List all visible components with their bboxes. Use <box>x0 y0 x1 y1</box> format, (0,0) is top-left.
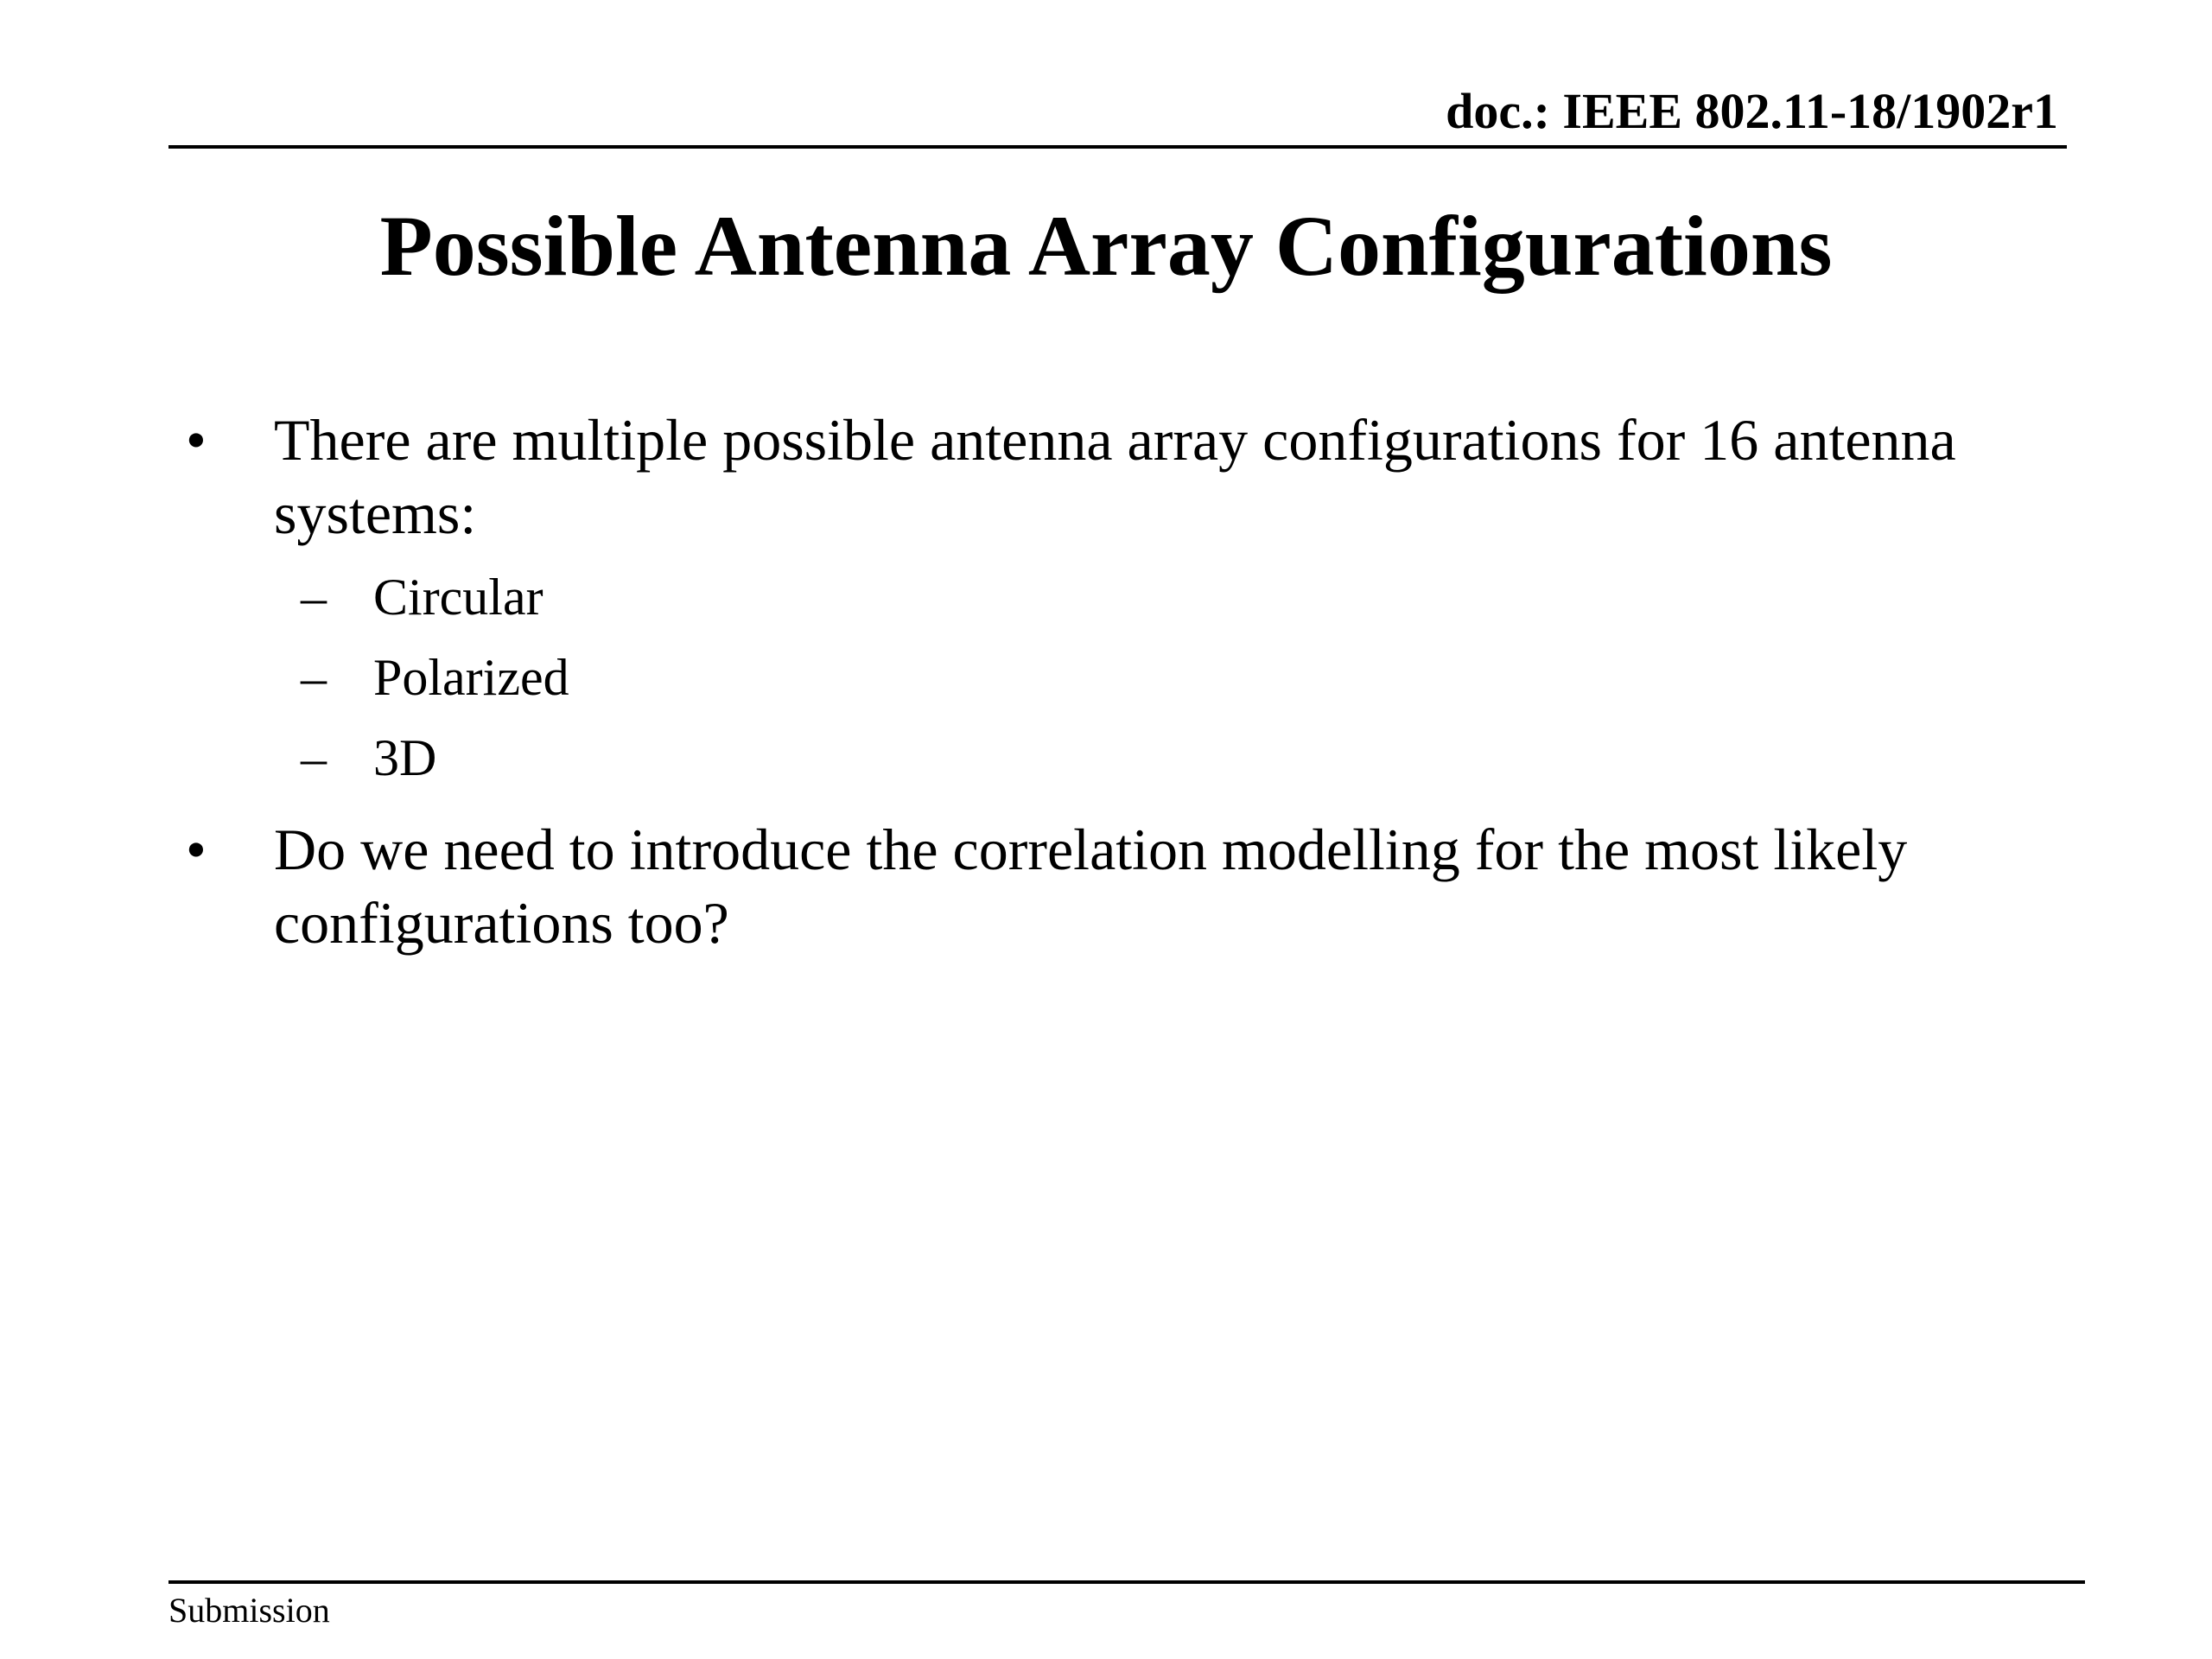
slide-title: Possible Antenna Array Configurations <box>379 198 1833 294</box>
sub-bullet-text: Circular <box>373 569 543 626</box>
bullet-marker: • <box>186 817 207 882</box>
sub-bullet-item <box>186 718 2044 798</box>
bullet-item <box>186 404 2044 550</box>
dash-marker: – <box>301 569 327 626</box>
footer-label: Submission <box>168 1591 330 1630</box>
bullet-item <box>186 813 2044 960</box>
dash-marker: – <box>301 729 327 786</box>
sub-bullet-item <box>186 557 2044 638</box>
bullet-text: There are multiple possible antenna array configurations for 16 antenna systems: <box>274 407 1956 546</box>
sub-bullet-text: 3D <box>373 729 437 786</box>
slide-body <box>186 404 2044 960</box>
footer-divider <box>168 1580 2085 1584</box>
dash-marker: – <box>301 649 327 706</box>
bullet-text: Do we need to introduce the correlation modelling for the most likely configurations too? <box>274 817 1908 956</box>
sub-bullet-list <box>186 557 2044 798</box>
bullet-marker: • <box>186 407 207 473</box>
sub-bullet-item <box>186 638 2044 718</box>
document-id: doc.: IEEE 802.11-18/1902r1 <box>1446 83 2058 139</box>
sub-bullet-text: Polarized <box>373 649 569 706</box>
header-divider <box>168 145 2067 149</box>
